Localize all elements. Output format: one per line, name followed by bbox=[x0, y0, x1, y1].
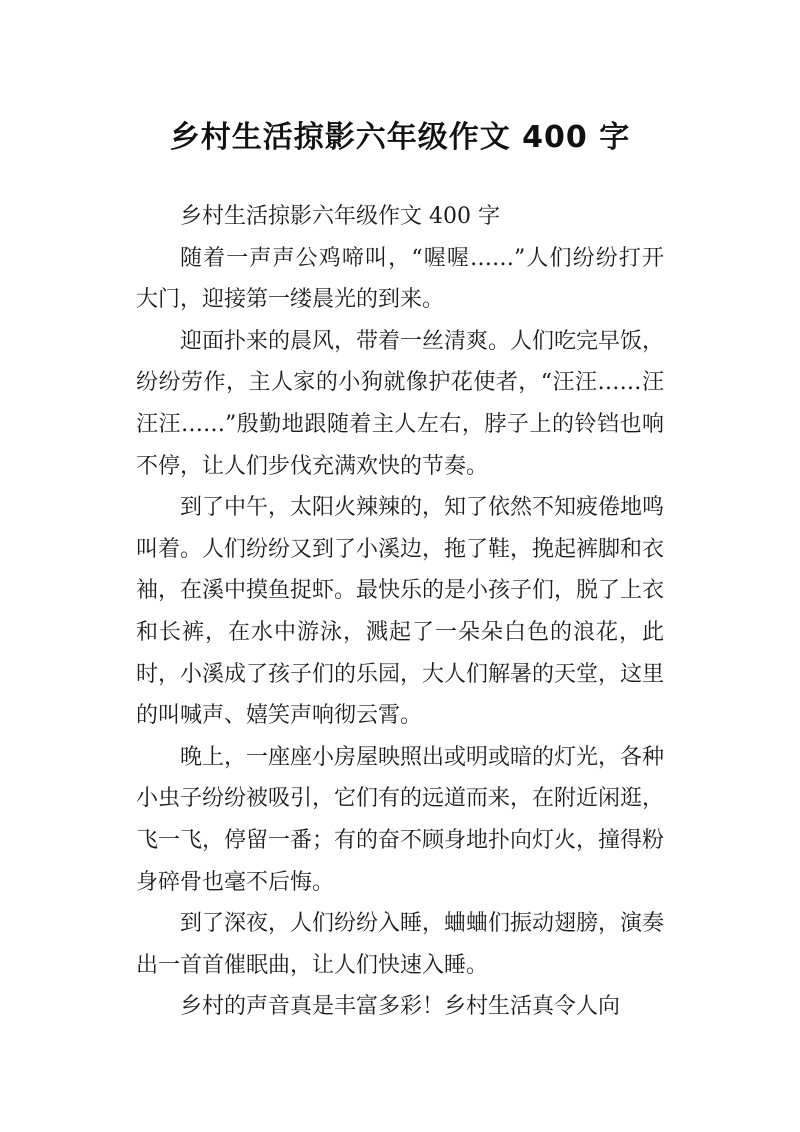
paragraph: 到了中午，太阳火辣辣的，知了依然不知疲倦地鸣叫着。人们纷纷又到了小溪边，拖了鞋，挽起裤脚和衣袖，在溪中摸鱼捉虾。最快乐的是小孩子们，脱了上衣和长裤，在水中游泳，溅起了一朵朵白色的浪花，此时，小溪成了孩子们的乐园，大人们解暑的天堂，这里的叫喊声、嬉笑声响彻云霄。 bbox=[136, 495, 665, 729]
paragraph: 随着一声声公鸡啼叫，“喔喔……”人们纷纷打开大门，迎接第一缕晨光的到来。 bbox=[136, 245, 664, 313]
document-body bbox=[136, 196, 664, 1028]
paragraph: 晚上，一座座小房屋映照出或明或暗的灯光，各种小虫子纷纷被吸引，它们有的远道而来，在附近闲逛，飞一飞，停留一番；有的奋不顾身地扑向灯火，撞得粉身碎骨也毫不后悔。 bbox=[136, 744, 665, 895]
paragraph: 迎面扑来的晨风，带着一丝清爽。人们吃完早饭，纷纷劳作，主人家的小狗就像护花使者，“汪汪……汪汪汪……”殷勤地跟随着主人左右，脖子上的铃铛也响不停，让人们步伐充满欢快的节奏。 bbox=[136, 328, 665, 479]
paragraph: 到了深夜，人们纷纷入睡，蛐蛐们振动翅膀，演奏出一首首催眠曲，让人们快速入睡。 bbox=[136, 911, 665, 978]
paragraph: 乡村的声音真是丰富多彩！乡村生活真令人向 bbox=[180, 994, 621, 1020]
document-title: 乡村生活掠影六年级作文 400 字 bbox=[169, 120, 631, 156]
paragraph-subtitle: 乡村生活掠影六年级作文 400 字 bbox=[180, 204, 500, 229]
